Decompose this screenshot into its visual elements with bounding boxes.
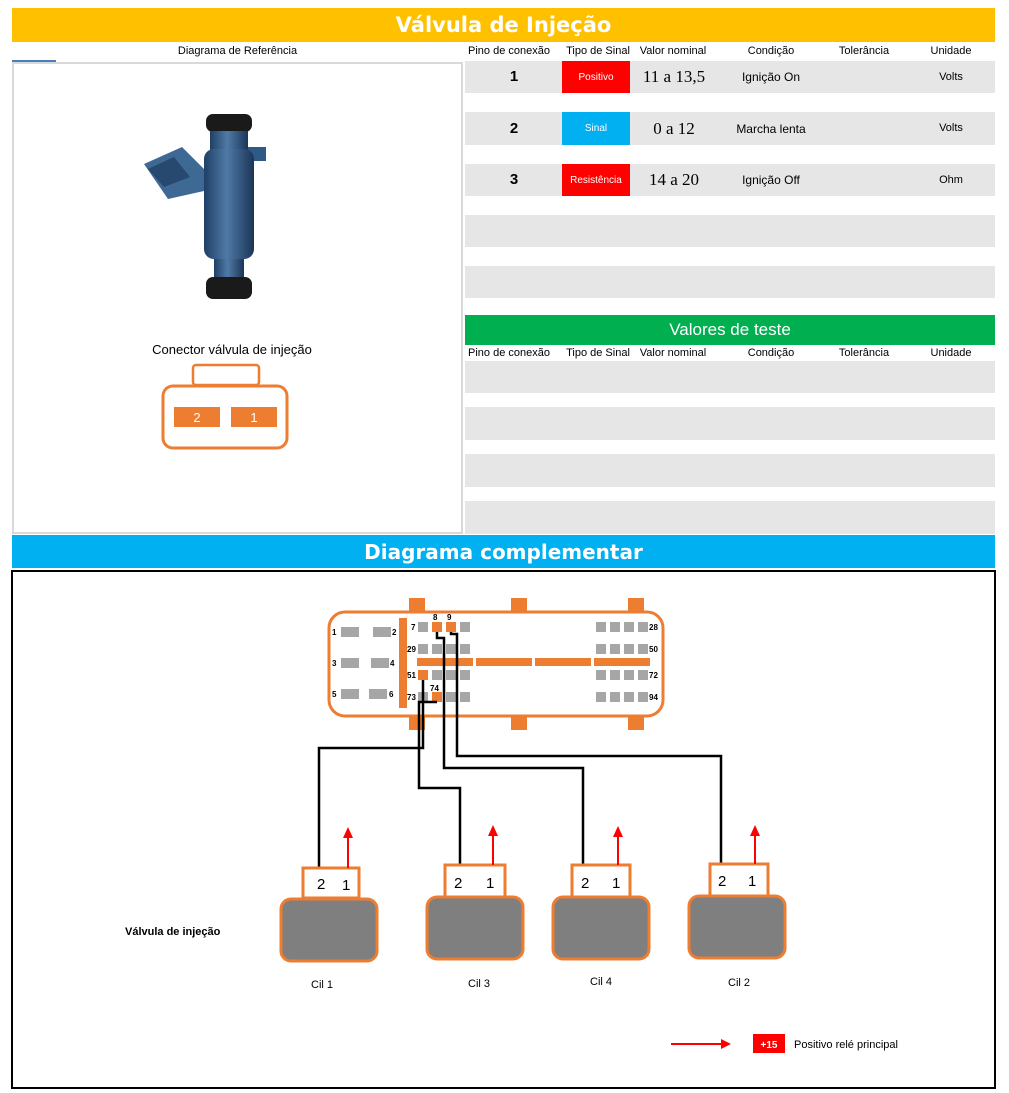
test-row[interactable] xyxy=(465,454,995,487)
col-unit: Unidade xyxy=(930,45,972,57)
row-condition: Marcha lenta xyxy=(736,122,806,136)
ecu-pin-label: 5 xyxy=(332,690,337,699)
row-nominal: 11 a 13,5 xyxy=(642,67,706,86)
row-pin: 1 xyxy=(509,68,519,85)
test-values-title-text: Valores de teste xyxy=(669,320,791,339)
col-signal: Tipo de Sinal xyxy=(566,45,630,57)
connector-pin-2-label: 2 xyxy=(193,410,201,425)
reference-panel xyxy=(12,62,463,534)
cil-label: Cil 2 xyxy=(728,977,751,989)
table-row xyxy=(465,112,995,145)
ecu-pin-label: 28 xyxy=(649,623,658,632)
col-nominal: Valor nominal xyxy=(639,45,707,57)
row-condition: Ignição Off xyxy=(742,173,800,187)
ecu-pin-label: 50 xyxy=(649,645,658,654)
test-table-header xyxy=(465,345,995,362)
col-condition: Condição xyxy=(747,45,795,57)
row-nominal: 0 a 12 xyxy=(653,119,695,138)
ecu-pin-label: 6 xyxy=(389,690,394,699)
row-pin: 2 xyxy=(509,120,519,137)
connector-diagram xyxy=(159,362,294,454)
row-nominal: 14 a 20 xyxy=(648,170,700,189)
row-unit: Volts xyxy=(939,122,963,134)
test-col-condition: Condição xyxy=(747,347,795,359)
connector-caption: Conector válvula de injeção xyxy=(152,342,312,357)
ecu-pin-label: 3 xyxy=(332,659,337,668)
legend-badge: +15 xyxy=(760,1040,778,1051)
page-title-text: Válvula de Injeção xyxy=(395,13,612,37)
table-row xyxy=(465,61,995,93)
test-col-signal: Tipo de Sinal xyxy=(566,347,630,359)
test-row[interactable] xyxy=(465,361,995,393)
wiring-diagram xyxy=(13,572,994,1087)
signal-badge: Positivo xyxy=(562,61,630,93)
table-row-bg xyxy=(465,215,995,247)
test-row[interactable] xyxy=(465,407,995,440)
cil-label: Cil 4 xyxy=(590,976,613,988)
complementary-title-text: Diagrama complementar xyxy=(364,539,643,564)
table-row-bg xyxy=(465,266,995,298)
test-col-unit: Unidade xyxy=(930,347,972,359)
injector-cil-1 xyxy=(281,827,377,961)
signal-badge: Resistência xyxy=(562,164,630,196)
test-col-nominal: Valor nominal xyxy=(639,347,707,359)
reference-header: Diagrama de Referência xyxy=(177,45,298,57)
col-pin: Pino de conexão xyxy=(468,45,550,57)
cil-label: Cil 1 xyxy=(311,979,334,991)
injector-label: Válvula de injeção xyxy=(125,926,221,938)
ecu-pin-label: 4 xyxy=(390,659,395,668)
page-title xyxy=(12,8,995,42)
ecu-pin-label: 29 xyxy=(407,645,416,654)
table-row xyxy=(465,164,995,196)
legend-text: Positivo relé principal xyxy=(794,1039,898,1051)
table-header xyxy=(465,43,995,60)
injector-cil-2 xyxy=(689,825,785,958)
ecu-pin-label: 2 xyxy=(392,628,397,637)
ecu-pin-label: 74 xyxy=(430,684,439,693)
test-col-pin: Pino de conexão xyxy=(468,347,550,359)
signal-badge: Sinal xyxy=(562,112,630,145)
row-unit: Ohm xyxy=(939,174,963,186)
test-col-tolerance: Tolerância xyxy=(838,347,890,359)
injector-pin-label: 1 xyxy=(486,875,495,892)
test-values-title xyxy=(465,315,995,345)
col-tolerance: Tolerância xyxy=(838,45,890,57)
injector-image xyxy=(134,109,284,309)
ecu-pin-label: 8 xyxy=(433,613,438,622)
legend xyxy=(671,1034,898,1053)
connector-pin-1-label: 1 xyxy=(250,410,258,425)
injector-pin-label: 1 xyxy=(748,873,757,890)
injector-pin-label: 2 xyxy=(581,875,590,892)
ecu-pin-label: 72 xyxy=(649,671,658,680)
complementary-diagram xyxy=(11,570,996,1089)
ecu-pin-label: 1 xyxy=(332,628,337,637)
test-row[interactable] xyxy=(465,501,995,534)
ecu-pin-label: 7 xyxy=(411,623,416,632)
row-unit: Volts xyxy=(939,71,963,83)
row-pin: 3 xyxy=(509,171,519,188)
ecu-connector xyxy=(329,598,663,730)
injector-cil-4 xyxy=(553,826,649,959)
ecu-pin-label: 94 xyxy=(649,693,658,702)
injector-pin-label: 2 xyxy=(454,875,463,892)
injector-pin-label: 2 xyxy=(317,876,326,893)
injector-pin-label: 1 xyxy=(342,877,351,894)
ecu-pin-label: 9 xyxy=(447,613,452,622)
cil-label: Cil 3 xyxy=(468,978,491,990)
injector-pin-label: 2 xyxy=(718,873,727,890)
ecu-pin-label: 73 xyxy=(407,693,416,702)
row-condition: Ignição On xyxy=(741,70,801,84)
complementary-title xyxy=(12,535,995,568)
ecu-pin-label: 51 xyxy=(407,671,416,680)
injector-cil-3 xyxy=(427,825,523,959)
injector-pin-label: 1 xyxy=(612,875,621,892)
